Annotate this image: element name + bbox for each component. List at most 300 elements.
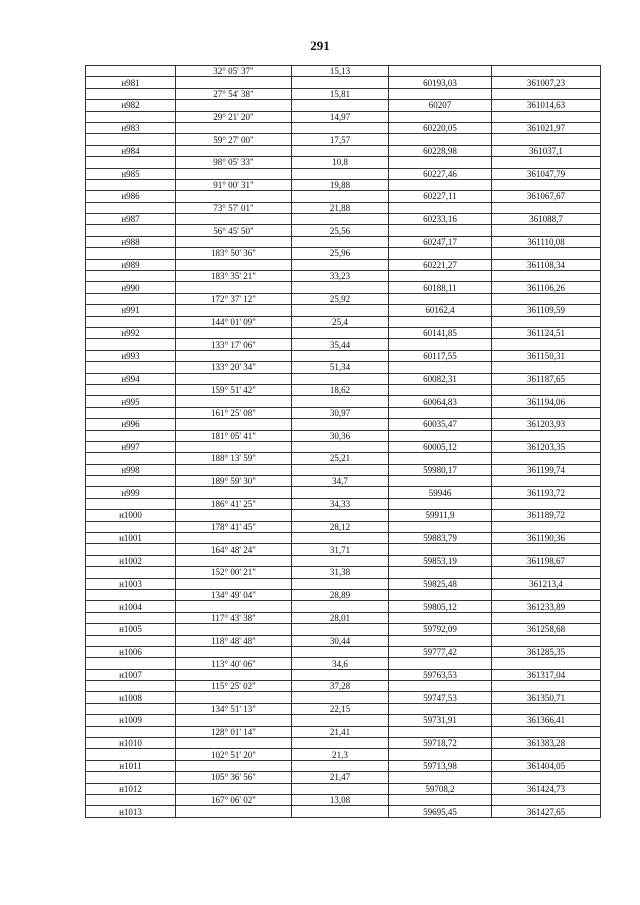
table-row bbox=[86, 555, 601, 566]
point-name-cell bbox=[86, 430, 176, 441]
x-coordinate-cell bbox=[389, 795, 492, 806]
point-name-cell bbox=[86, 567, 176, 578]
x-coordinate-cell bbox=[389, 202, 492, 213]
y-coordinate-cell bbox=[492, 157, 601, 168]
distance-cell: 21,47 bbox=[292, 772, 389, 783]
distance-cell bbox=[292, 578, 389, 589]
table-row bbox=[86, 738, 601, 749]
point-name-cell: н992 bbox=[86, 327, 176, 338]
point-name-cell bbox=[86, 179, 176, 190]
point-name-cell: н1012 bbox=[86, 783, 176, 794]
y-coordinate-cell: 361193,72 bbox=[492, 487, 601, 498]
x-coordinate-cell: 60220,05 bbox=[389, 122, 492, 133]
point-name-cell: н995 bbox=[86, 396, 176, 407]
point-name-cell bbox=[86, 248, 176, 259]
distance-cell: 25,96 bbox=[292, 248, 389, 259]
direction-angle-cell: 118° 48' 48" bbox=[176, 635, 292, 646]
table-row bbox=[86, 122, 601, 133]
distance-cell bbox=[292, 487, 389, 498]
x-coordinate-cell bbox=[389, 179, 492, 190]
distance-cell bbox=[292, 373, 389, 384]
direction-angle-cell: 29° 21' 20" bbox=[176, 111, 292, 122]
distance-cell: 13,08 bbox=[292, 795, 389, 806]
point-name-cell: н987 bbox=[86, 214, 176, 225]
point-name-cell bbox=[86, 362, 176, 373]
table-row bbox=[86, 248, 601, 259]
y-coordinate-cell bbox=[492, 749, 601, 760]
x-coordinate-cell bbox=[389, 703, 492, 714]
point-name-cell bbox=[86, 271, 176, 282]
point-name-cell: н981 bbox=[86, 77, 176, 88]
direction-angle-cell: 115° 25' 02" bbox=[176, 681, 292, 692]
direction-angle-cell: 73° 57' 01" bbox=[176, 202, 292, 213]
table-row bbox=[86, 806, 601, 817]
y-coordinate-cell: 361088,7 bbox=[492, 214, 601, 225]
direction-angle-cell: 113° 40' 06" bbox=[176, 658, 292, 669]
distance-cell bbox=[292, 77, 389, 88]
y-coordinate-cell bbox=[492, 248, 601, 259]
table-row bbox=[86, 772, 601, 783]
point-name-cell: н984 bbox=[86, 145, 176, 156]
table-row bbox=[86, 578, 601, 589]
distance-cell bbox=[292, 533, 389, 544]
distance-cell: 34,7 bbox=[292, 476, 389, 487]
direction-angle-cell: 133° 20' 34" bbox=[176, 362, 292, 373]
direction-angle-cell: 188° 13' 59" bbox=[176, 453, 292, 464]
direction-angle-cell: 117° 43' 38" bbox=[176, 612, 292, 623]
table-row bbox=[86, 362, 601, 373]
distance-cell: 51,34 bbox=[292, 362, 389, 373]
y-coordinate-cell bbox=[492, 179, 601, 190]
table-row bbox=[86, 601, 601, 612]
x-coordinate-cell bbox=[389, 271, 492, 282]
direction-angle-cell bbox=[176, 327, 292, 338]
distance-cell bbox=[292, 350, 389, 361]
direction-angle-cell bbox=[176, 191, 292, 202]
direction-angle-cell: 56° 45' 50" bbox=[176, 225, 292, 236]
x-coordinate-cell bbox=[389, 749, 492, 760]
direction-angle-cell: 98° 05' 33" bbox=[176, 157, 292, 168]
direction-angle-cell: 183° 50' 36" bbox=[176, 248, 292, 259]
direction-angle-cell bbox=[176, 77, 292, 88]
distance-cell bbox=[292, 441, 389, 452]
direction-angle-cell: 186° 41' 25" bbox=[176, 498, 292, 509]
distance-cell bbox=[292, 510, 389, 521]
point-name-cell: н1008 bbox=[86, 692, 176, 703]
point-name-cell: н983 bbox=[86, 122, 176, 133]
x-coordinate-cell: 59883,79 bbox=[389, 533, 492, 544]
table-row bbox=[86, 589, 601, 600]
table-row bbox=[86, 77, 601, 88]
point-name-cell bbox=[86, 635, 176, 646]
direction-angle-cell: 102° 51' 20" bbox=[176, 749, 292, 760]
distance-cell: 34,6 bbox=[292, 658, 389, 669]
direction-angle-cell: 134° 51' 13" bbox=[176, 703, 292, 714]
table-row bbox=[86, 476, 601, 487]
point-name-cell: н996 bbox=[86, 419, 176, 430]
direction-angle-cell bbox=[176, 601, 292, 612]
distance-cell: 37,28 bbox=[292, 681, 389, 692]
y-coordinate-cell bbox=[492, 589, 601, 600]
y-coordinate-cell bbox=[492, 271, 601, 282]
point-name-cell bbox=[86, 681, 176, 692]
table-row bbox=[86, 783, 601, 794]
table-row bbox=[86, 202, 601, 213]
x-coordinate-cell: 60082,31 bbox=[389, 373, 492, 384]
table-row bbox=[86, 749, 601, 760]
y-coordinate-cell bbox=[492, 726, 601, 737]
point-name-cell bbox=[86, 134, 176, 145]
table-row bbox=[86, 715, 601, 726]
x-coordinate-cell: 60035,47 bbox=[389, 419, 492, 430]
x-coordinate-cell: 59946 bbox=[389, 487, 492, 498]
direction-angle-cell bbox=[176, 259, 292, 270]
y-coordinate-cell bbox=[492, 498, 601, 509]
distance-cell: 19,88 bbox=[292, 179, 389, 190]
y-coordinate-cell: 361383,28 bbox=[492, 738, 601, 749]
distance-cell bbox=[292, 168, 389, 179]
coordinates-table-body bbox=[86, 66, 601, 818]
distance-cell bbox=[292, 646, 389, 657]
table-row bbox=[86, 327, 601, 338]
x-coordinate-cell: 60227,46 bbox=[389, 168, 492, 179]
x-coordinate-cell: 59792,09 bbox=[389, 624, 492, 635]
distance-cell bbox=[292, 282, 389, 293]
direction-angle-cell: 178° 41' 45" bbox=[176, 521, 292, 532]
y-coordinate-cell bbox=[492, 544, 601, 555]
x-coordinate-cell bbox=[389, 726, 492, 737]
distance-cell bbox=[292, 760, 389, 771]
point-name-cell: н998 bbox=[86, 464, 176, 475]
table-row bbox=[86, 271, 601, 282]
x-coordinate-cell: 59911,9 bbox=[389, 510, 492, 521]
distance-cell: 14,97 bbox=[292, 111, 389, 122]
x-coordinate-cell: 59695,45 bbox=[389, 806, 492, 817]
y-coordinate-cell bbox=[492, 681, 601, 692]
point-name-cell bbox=[86, 453, 176, 464]
y-coordinate-cell: 361037,1 bbox=[492, 145, 601, 156]
table-row bbox=[86, 726, 601, 737]
table-row bbox=[86, 191, 601, 202]
x-coordinate-cell bbox=[389, 157, 492, 168]
y-coordinate-cell bbox=[492, 703, 601, 714]
y-coordinate-cell: 361007,23 bbox=[492, 77, 601, 88]
x-coordinate-cell: 59747,53 bbox=[389, 692, 492, 703]
point-name-cell: н1011 bbox=[86, 760, 176, 771]
x-coordinate-cell bbox=[389, 293, 492, 304]
direction-angle-cell: 152° 00' 21" bbox=[176, 567, 292, 578]
x-coordinate-cell bbox=[389, 681, 492, 692]
table-row bbox=[86, 487, 601, 498]
y-coordinate-cell bbox=[492, 293, 601, 304]
y-coordinate-cell bbox=[492, 407, 601, 418]
table-row bbox=[86, 396, 601, 407]
distance-cell: 21,3 bbox=[292, 749, 389, 760]
distance-cell: 25,56 bbox=[292, 225, 389, 236]
point-name-cell: н997 bbox=[86, 441, 176, 452]
y-coordinate-cell: 361404,05 bbox=[492, 760, 601, 771]
x-coordinate-cell bbox=[389, 476, 492, 487]
table-row bbox=[86, 795, 601, 806]
distance-cell: 33,23 bbox=[292, 271, 389, 282]
point-name-cell bbox=[86, 407, 176, 418]
point-name-cell: н993 bbox=[86, 350, 176, 361]
point-name-cell: н1000 bbox=[86, 510, 176, 521]
point-name-cell bbox=[86, 66, 176, 77]
y-coordinate-cell: 361014,63 bbox=[492, 100, 601, 111]
distance-cell: 15,13 bbox=[292, 66, 389, 77]
y-coordinate-cell bbox=[492, 453, 601, 464]
coordinates-table bbox=[85, 65, 601, 818]
direction-angle-cell: 161° 25' 08" bbox=[176, 407, 292, 418]
x-coordinate-cell: 59763,53 bbox=[389, 669, 492, 680]
table-row bbox=[86, 88, 601, 99]
x-coordinate-cell bbox=[389, 111, 492, 122]
distance-cell: 28,01 bbox=[292, 612, 389, 623]
table-row bbox=[86, 703, 601, 714]
direction-angle-cell bbox=[176, 464, 292, 475]
point-name-cell: н988 bbox=[86, 236, 176, 247]
table-row bbox=[86, 521, 601, 532]
table-row bbox=[86, 669, 601, 680]
y-coordinate-cell bbox=[492, 635, 601, 646]
y-coordinate-cell: 361187,65 bbox=[492, 373, 601, 384]
y-coordinate-cell: 361190,36 bbox=[492, 533, 601, 544]
direction-angle-cell bbox=[176, 578, 292, 589]
table-row bbox=[86, 510, 601, 521]
direction-angle-cell bbox=[176, 214, 292, 225]
point-name-cell bbox=[86, 202, 176, 213]
direction-angle-cell bbox=[176, 692, 292, 703]
table-row bbox=[86, 225, 601, 236]
y-coordinate-cell bbox=[492, 66, 601, 77]
x-coordinate-cell: 59825,48 bbox=[389, 578, 492, 589]
table-row bbox=[86, 407, 601, 418]
point-name-cell: н990 bbox=[86, 282, 176, 293]
direction-angle-cell bbox=[176, 168, 292, 179]
direction-angle-cell: 144° 01' 09" bbox=[176, 316, 292, 327]
table-row bbox=[86, 419, 601, 430]
distance-cell: 25,21 bbox=[292, 453, 389, 464]
table-row bbox=[86, 533, 601, 544]
direction-angle-cell bbox=[176, 236, 292, 247]
distance-cell bbox=[292, 555, 389, 566]
y-coordinate-cell bbox=[492, 384, 601, 395]
point-name-cell bbox=[86, 111, 176, 122]
table-row bbox=[86, 350, 601, 361]
distance-cell: 15,81 bbox=[292, 88, 389, 99]
y-coordinate-cell bbox=[492, 521, 601, 532]
point-name-cell bbox=[86, 726, 176, 737]
y-coordinate-cell bbox=[492, 567, 601, 578]
direction-angle-cell bbox=[176, 510, 292, 521]
point-name-cell: н994 bbox=[86, 373, 176, 384]
distance-cell: 30,44 bbox=[292, 635, 389, 646]
point-name-cell bbox=[86, 589, 176, 600]
y-coordinate-cell bbox=[492, 111, 601, 122]
direction-angle-cell bbox=[176, 646, 292, 657]
y-coordinate-cell bbox=[492, 362, 601, 373]
direction-angle-cell: 172° 37' 12" bbox=[176, 293, 292, 304]
distance-cell: 21,41 bbox=[292, 726, 389, 737]
direction-angle-cell bbox=[176, 441, 292, 452]
point-name-cell: н1002 bbox=[86, 555, 176, 566]
y-coordinate-cell: 361258,68 bbox=[492, 624, 601, 635]
y-coordinate-cell: 361021,97 bbox=[492, 122, 601, 133]
table-row bbox=[86, 316, 601, 327]
point-name-cell bbox=[86, 544, 176, 555]
direction-angle-cell: 91° 00' 31" bbox=[176, 179, 292, 190]
point-name-cell: н1003 bbox=[86, 578, 176, 589]
x-coordinate-cell bbox=[389, 248, 492, 259]
distance-cell: 30,36 bbox=[292, 430, 389, 441]
y-coordinate-cell bbox=[492, 202, 601, 213]
direction-angle-cell bbox=[176, 419, 292, 430]
table-row bbox=[86, 453, 601, 464]
table-row bbox=[86, 635, 601, 646]
y-coordinate-cell: 361285,35 bbox=[492, 646, 601, 657]
y-coordinate-cell: 361427,65 bbox=[492, 806, 601, 817]
y-coordinate-cell bbox=[492, 88, 601, 99]
table-row bbox=[86, 134, 601, 145]
point-name-cell bbox=[86, 521, 176, 532]
direction-angle-cell bbox=[176, 715, 292, 726]
point-name-cell: н1010 bbox=[86, 738, 176, 749]
distance-cell bbox=[292, 601, 389, 612]
table-row bbox=[86, 179, 601, 190]
y-coordinate-cell: 361109,59 bbox=[492, 305, 601, 316]
point-name-cell: н999 bbox=[86, 487, 176, 498]
distance-cell bbox=[292, 214, 389, 225]
x-coordinate-cell: 59731,91 bbox=[389, 715, 492, 726]
point-name-cell bbox=[86, 612, 176, 623]
point-name-cell bbox=[86, 703, 176, 714]
distance-cell bbox=[292, 419, 389, 430]
distance-cell bbox=[292, 692, 389, 703]
x-coordinate-cell: 59853,19 bbox=[389, 555, 492, 566]
x-coordinate-cell bbox=[389, 384, 492, 395]
y-coordinate-cell: 361047,79 bbox=[492, 168, 601, 179]
direction-angle-cell bbox=[176, 100, 292, 111]
x-coordinate-cell bbox=[389, 498, 492, 509]
x-coordinate-cell: 60247,17 bbox=[389, 236, 492, 247]
table-row bbox=[86, 100, 601, 111]
distance-cell bbox=[292, 191, 389, 202]
y-coordinate-cell: 361350,71 bbox=[492, 692, 601, 703]
direction-angle-cell bbox=[176, 373, 292, 384]
table-row bbox=[86, 168, 601, 179]
distance-cell: 10,8 bbox=[292, 157, 389, 168]
y-coordinate-cell: 361124,51 bbox=[492, 327, 601, 338]
y-coordinate-cell: 361203,93 bbox=[492, 419, 601, 430]
direction-angle-cell bbox=[176, 487, 292, 498]
distance-cell bbox=[292, 806, 389, 817]
direction-angle-cell: 128° 01' 14" bbox=[176, 726, 292, 737]
x-coordinate-cell: 60193,03 bbox=[389, 77, 492, 88]
y-coordinate-cell: 361203,35 bbox=[492, 441, 601, 452]
direction-angle-cell bbox=[176, 145, 292, 156]
y-coordinate-cell: 361194,06 bbox=[492, 396, 601, 407]
point-name-cell: н1007 bbox=[86, 669, 176, 680]
table-row bbox=[86, 282, 601, 293]
distance-cell bbox=[292, 145, 389, 156]
point-name-cell: н1005 bbox=[86, 624, 176, 635]
direction-angle-cell bbox=[176, 760, 292, 771]
y-coordinate-cell: 361366,41 bbox=[492, 715, 601, 726]
y-coordinate-cell bbox=[492, 225, 601, 236]
y-coordinate-cell: 361424,73 bbox=[492, 783, 601, 794]
x-coordinate-cell bbox=[389, 453, 492, 464]
table-row bbox=[86, 305, 601, 316]
direction-angle-cell bbox=[176, 396, 292, 407]
point-name-cell bbox=[86, 384, 176, 395]
distance-cell bbox=[292, 624, 389, 635]
y-coordinate-cell bbox=[492, 795, 601, 806]
table-row bbox=[86, 214, 601, 225]
x-coordinate-cell bbox=[389, 316, 492, 327]
x-coordinate-cell bbox=[389, 134, 492, 145]
x-coordinate-cell bbox=[389, 772, 492, 783]
point-name-cell: н985 bbox=[86, 168, 176, 179]
point-name-cell: н986 bbox=[86, 191, 176, 202]
direction-angle-cell bbox=[176, 738, 292, 749]
point-name-cell bbox=[86, 225, 176, 236]
y-coordinate-cell bbox=[492, 612, 601, 623]
table-row bbox=[86, 681, 601, 692]
distance-cell: 17,57 bbox=[292, 134, 389, 145]
x-coordinate-cell bbox=[389, 362, 492, 373]
x-coordinate-cell: 60233,16 bbox=[389, 214, 492, 225]
table-row bbox=[86, 145, 601, 156]
x-coordinate-cell bbox=[389, 407, 492, 418]
x-coordinate-cell: 59980,17 bbox=[389, 464, 492, 475]
distance-cell: 21,88 bbox=[292, 202, 389, 213]
point-name-cell bbox=[86, 157, 176, 168]
x-coordinate-cell: 60141,85 bbox=[389, 327, 492, 338]
direction-angle-cell bbox=[176, 555, 292, 566]
x-coordinate-cell bbox=[389, 589, 492, 600]
table-row bbox=[86, 66, 601, 77]
table-row bbox=[86, 646, 601, 657]
y-coordinate-cell: 361317,04 bbox=[492, 669, 601, 680]
x-coordinate-cell bbox=[389, 66, 492, 77]
table-row bbox=[86, 441, 601, 452]
y-coordinate-cell: 361110,08 bbox=[492, 236, 601, 247]
direction-angle-cell bbox=[176, 533, 292, 544]
distance-cell bbox=[292, 100, 389, 111]
x-coordinate-cell bbox=[389, 544, 492, 555]
distance-cell bbox=[292, 327, 389, 338]
point-name-cell bbox=[86, 795, 176, 806]
x-coordinate-cell: 60228,98 bbox=[389, 145, 492, 156]
table-row bbox=[86, 373, 601, 384]
distance-cell: 34,33 bbox=[292, 498, 389, 509]
y-coordinate-cell bbox=[492, 476, 601, 487]
x-coordinate-cell: 59713,98 bbox=[389, 760, 492, 771]
distance-cell: 25,4 bbox=[292, 316, 389, 327]
distance-cell: 18,62 bbox=[292, 384, 389, 395]
distance-cell bbox=[292, 464, 389, 475]
x-coordinate-cell bbox=[389, 88, 492, 99]
point-name-cell bbox=[86, 339, 176, 350]
table-row bbox=[86, 339, 601, 350]
point-name-cell bbox=[86, 88, 176, 99]
x-coordinate-cell: 60227,11 bbox=[389, 191, 492, 202]
distance-cell: 31,38 bbox=[292, 567, 389, 578]
direction-angle-cell: 167° 06' 02" bbox=[176, 795, 292, 806]
direction-angle-cell bbox=[176, 806, 292, 817]
x-coordinate-cell: 59718,72 bbox=[389, 738, 492, 749]
